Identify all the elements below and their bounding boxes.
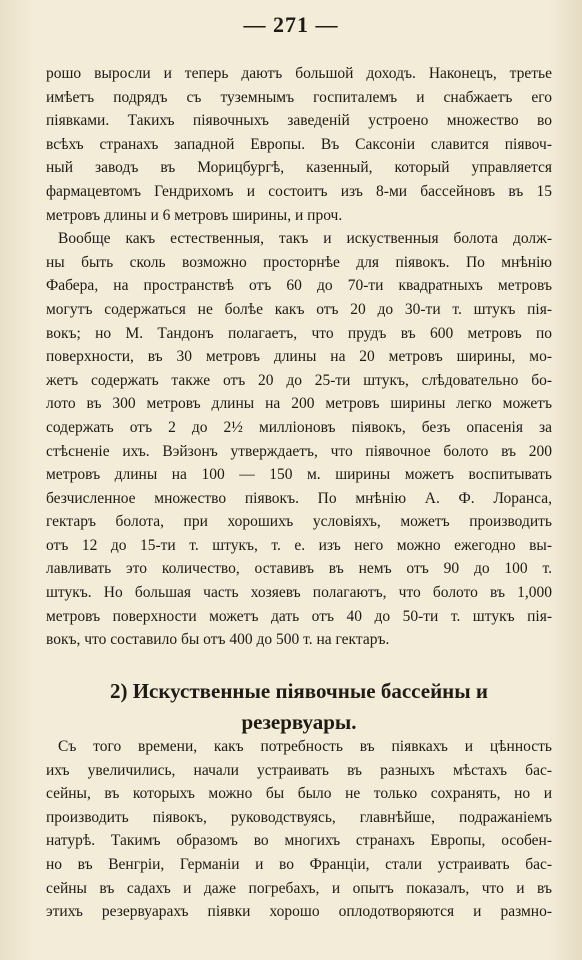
- text-line: рошо выросли и теперь даютъ большой доходъ. Наконецъ, третье: [46, 65, 552, 82]
- text-line: ны быть сколь возможно просторнѣе для піявокъ. По мнѣнію: [46, 253, 552, 271]
- text-line: безчисленное множество піявокъ. По мнѣнію А. Ф. Лоранса,: [46, 489, 552, 507]
- text-line: піявками. Такихъ піявочныхъ заведеній устроено множество во: [46, 112, 552, 130]
- text-line: этихъ резервуарахъ піявки хорошо оплодотворяются и размно-: [46, 903, 552, 921]
- text-line: содержать отъ 2 до 2½ милліоновъ піявокъ, безъ опасенія за: [46, 418, 552, 436]
- section-heading-line: 2) Искуственные піявочные бассейны и: [109, 679, 489, 703]
- text-line: Съ того времени, какъ потребность въ піявкахъ и цѣнность: [58, 738, 552, 755]
- body-text-bottom: [46, 735, 552, 924]
- text-line: стѣсненіе ихъ. Вэйзонъ утверждаетъ, что піявочное болото въ 200: [46, 442, 552, 460]
- text-line: вокъ, что составило бы отъ 400 до 500 т. на гектаръ.: [46, 631, 390, 649]
- text-line: метровъ длины на 100 — 150 м. ширины можетъ воспитывать: [46, 466, 552, 484]
- text-line: лавливать это количество, оставивъ въ немъ отъ 90 до 100 т.: [46, 560, 552, 578]
- text-line: штукъ. Но большая часть хозяевъ полагаютъ, что болото въ 1,000: [46, 584, 552, 602]
- text-line: метровъ поверхности можетъ дать отъ 40 до 50-ти т. штукъ пія-: [46, 607, 552, 625]
- body-text-top: [46, 62, 552, 652]
- text-line: Фабера, на пространствѣ отъ 60 до 70-ти квадратныхъ метровъ: [46, 277, 552, 295]
- text-line: ный заводъ въ Морицбургѣ, казенный, который управляется: [46, 159, 552, 177]
- text-line: производить піявокъ, руководствуясь, главнѣйше, подражаніемъ: [46, 808, 552, 826]
- text-line: сейны, въ которыхъ можно бы было не только сохранять, но и: [46, 785, 552, 803]
- text-line: жетъ содержать также отъ 20 до 25-ти штукъ, слѣдовательно бо-: [46, 371, 552, 389]
- text-line: отъ 12 до 15-ти т. штукъ, т. е. изъ него можно ежегодно вы-: [46, 536, 552, 554]
- text-line: фармацевтомъ Гендрихомъ и состоитъ изъ 8-ми бассейновъ въ 15: [46, 182, 552, 200]
- text-line: сейны въ садахъ и даже погребахъ, и опытъ показалъ, что и въ: [46, 879, 552, 897]
- section-heading: [46, 676, 552, 738]
- text-line: имѣетъ подрядъ съ туземнымъ госпиталемъ и снабжаетъ его: [46, 88, 552, 106]
- text-line: Вообще какъ естественныя, такъ и искуственныя болота долж-: [58, 230, 552, 248]
- text-line: вокъ; но М. Тандонъ полагаетъ, что прудъ въ 600 метровъ по: [46, 324, 552, 342]
- text-line: лото въ 300 метровъ длины на 200 метровъ ширины легко можетъ: [46, 395, 552, 413]
- text-line: ихъ увеличились, начали устраивать въ разныхъ мѣстахъ бас-: [46, 761, 552, 779]
- text-line: но въ Венгріи, Германіи и во Франціи, стали устраивать бас-: [46, 855, 552, 873]
- text-line: гектаръ болота, при хорошихъ условіяхъ, можетъ производить: [46, 513, 552, 531]
- text-line: натурѣ. Такимъ образомъ во многихъ странахъ Европы, особен-: [46, 832, 552, 850]
- page-number: — 271 —: [243, 12, 339, 37]
- text-line: могутъ содержаться не болѣе какъ отъ 20 до 30-ти т. штукъ пія-: [46, 300, 552, 318]
- section-heading-line: резервуары.: [241, 710, 357, 734]
- text-line: метровъ длины и 6 метровъ ширины, и проч.: [46, 206, 343, 224]
- text-line: всѣхъ странахъ западной Европы. Въ Саксоніи славится піявоч-: [46, 135, 552, 153]
- text-line: поверхности, въ 30 метровъ длины на 20 метровъ ширины, мо-: [46, 348, 552, 366]
